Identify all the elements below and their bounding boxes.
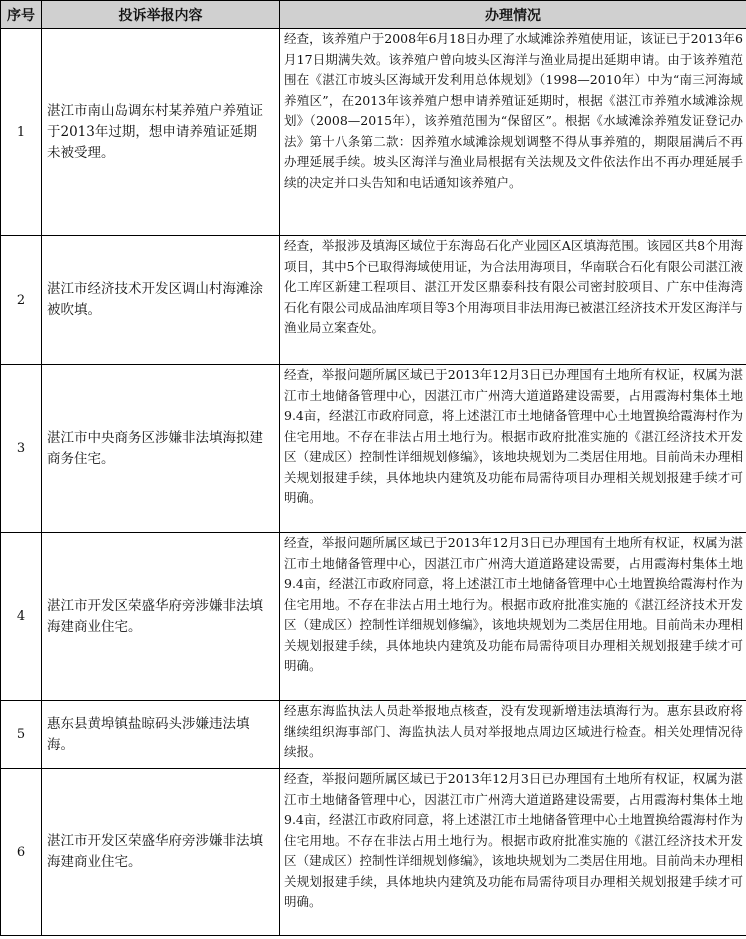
table-row	[1, 701, 746, 769]
complaint-content: 湛江市开发区荣盛华府旁涉嫌非法填海建商业住宅。	[42, 769, 280, 936]
row-index: 6	[1, 769, 42, 936]
handling-status: 经查，举报问题所属区域已于2013年12月3日已办理国有土地所有权证，权属为湛江市土地储备管理中心，因湛江市广州湾大道道路建设需要，占用霞海村集体土地9.4亩，经湛江市政府同意，将上述湛江市土地储备管理中心土地置换给霞海村作为住宅用地。不存在非法占用土地行为。根据市政府批准实施的《湛江经济技术开发区（建成区）控制性详细规划修编》，该地块规划为二类居住用地。目前尚未办理相关规划报建手续，具体地块内建筑及功能布局需待项目办理相关规划报建手续才可明确。	[280, 769, 746, 936]
table-header	[1, 1, 746, 29]
header-index: 序号	[1, 1, 42, 29]
handling-status: 经查，举报涉及填海区域位于东海岛石化产业园区A区填海范围。该园区共8个用海项目，其中5个已取得海域使用证，为合法用海项目，华南联合石化有限公司湛江液化工库区新建工程项目、湛江开发区鼎泰科技有限公司密封胶项目、广东中佳海湾石化有限公司成品油库项目等3个用海项目非法用海已被湛江经济技术开发区海洋与渔业局立案查处。	[280, 236, 746, 365]
row-index: 4	[1, 533, 42, 701]
complaint-content: 湛江市南山岛调东村某养殖户养殖证于2013年过期，想申请养殖证延期未被受理。	[42, 29, 280, 236]
header-handling: 办理情况	[280, 1, 746, 29]
complaint-content: 惠东县黄埠镇盐晾码头涉嫌违法填海。	[42, 701, 280, 769]
handling-status: 经查，举报问题所属区域已于2013年12月3日已办理国有土地所有权证，权属为湛江市土地储备管理中心，因湛江市广州湾大道道路建设需要，占用霞海村集体土地9.4亩，经湛江市政府同意，将上述湛江市土地储备管理中心土地置换给霞海村作为住宅用地。不存在非法占用土地行为。根据市政府批准实施的《湛江经济技术开发区（建成区）控制性详细规划修编》，该地块规划为二类居住用地。目前尚未办理相关规划报建手续，具体地块内建筑及功能布局需待项目办理相关规划报建手续才可明确。	[280, 533, 746, 701]
header-content: 投诉举报内容	[42, 1, 280, 29]
row-index: 5	[1, 701, 42, 769]
handling-status: 经查，举报问题所属区域已于2013年12月3日已办理国有土地所有权证，权属为湛江市土地储备管理中心，因湛江市广州湾大道道路建设需要，占用霞海村集体土地9.4亩，经湛江市政府同意，将上述湛江市土地储备管理中心土地置换给霞海村作为住宅用地。不存在非法占用土地行为。根据市政府批准实施的《湛江经济技术开发区（建成区）控制性详细规划修编》，该地块规划为二类居住用地。目前尚未办理相关规划报建手续，具体地块内建筑及功能布局需待项目办理相关规划报建手续才可明确。	[280, 365, 746, 533]
table-row	[1, 769, 746, 936]
table-row	[1, 533, 746, 701]
handling-status: 经查，该养殖户于2008年6月18日办理了水域滩涂养殖使用证，该证已于2013年6月17日期满失效。该养殖户曾向坡头区海洋与渔业局提出延期申请。由于该养殖范围在《湛江市坡头区海域开发利用总体规划》（1998—2010年）中为“南三河海域养殖区”，在2013年该养殖户想申请养殖证延期时，根据《湛江市养殖水域滩涂规划》（2008—2015年），该养殖范围为“保留区”。根据《水域滩涂养殖发证登记办法》第十八条第二款：因养殖水域滩涂规划调整不得从事养殖的，期限届满后不再办理延展手续。坡头区海洋与渔业局根据有关法规及文件依法作出不再办理延展手续的决定并口头告知和电话通知该养殖户。	[280, 29, 746, 236]
table-row	[1, 236, 746, 365]
table-row	[1, 365, 746, 533]
table-body	[1, 29, 746, 936]
complaint-content: 湛江市中央商务区涉嫌非法填海拟建商务住宅。	[42, 365, 280, 533]
row-index: 2	[1, 236, 42, 365]
complaint-content: 湛江市经济技术开发区调山村海滩涂被吹填。	[42, 236, 280, 365]
complaint-content: 湛江市开发区荣盛华府旁涉嫌非法填海建商业住宅。	[42, 533, 280, 701]
row-index: 3	[1, 365, 42, 533]
header-row	[1, 1, 746, 29]
table-row	[1, 29, 746, 236]
row-index: 1	[1, 29, 42, 236]
handling-status: 经惠东海监执法人员赴举报地点核查，没有发现新增违法填海行为。惠东县政府将继续组织海事部门、海监执法人员对举报地点周边区域进行检查。相关处理情况待续报。	[280, 701, 746, 769]
